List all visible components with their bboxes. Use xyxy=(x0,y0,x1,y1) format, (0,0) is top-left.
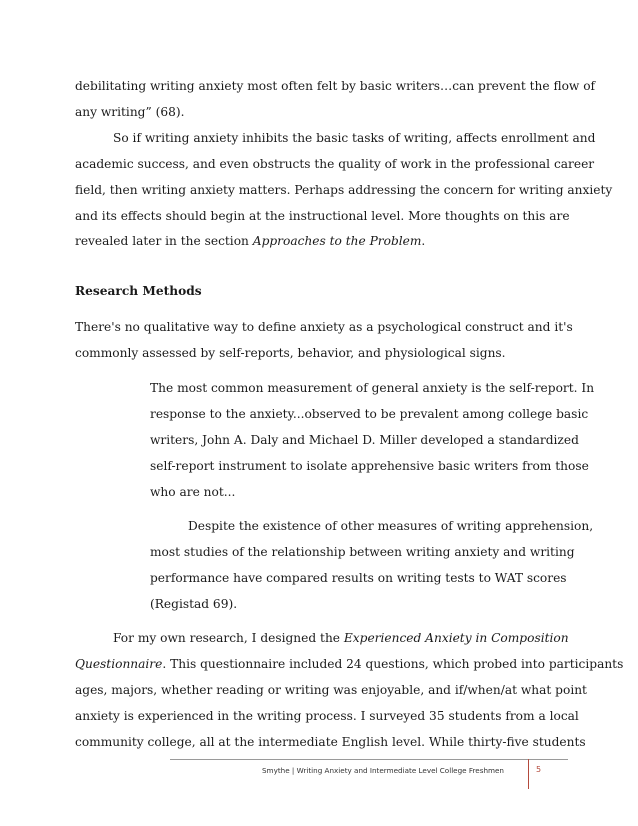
body-line: field, then writing anxiety matters. Perhaps addressing the concern for writing anxiety xyxy=(75,183,613,197)
questionnaire-title: Questionnaire xyxy=(75,657,163,671)
block-quote-line: The most common measurement of general anxiety is the self-report. In xyxy=(150,381,595,395)
footer-separator xyxy=(528,759,529,789)
block-quote-line: performance have compared results on writing tests to WAT scores xyxy=(150,571,567,585)
section-title-reference: Approaches to the Problem xyxy=(252,234,422,248)
footer-running-title: Smythe | Writing Anxiety and Intermediate Level College Freshmen xyxy=(262,766,504,775)
block-quote-line: most studies of the relationship between writing anxiety and writing xyxy=(150,545,575,559)
text-run: For my own research, I designed the xyxy=(113,631,344,645)
body-line: academic success, and even obstructs the quality of work in the professional career xyxy=(75,157,595,171)
section-heading: Research Methods xyxy=(75,284,202,298)
body-line: debilitating writing anxiety most often felt by basic writers…can prevent the flow of xyxy=(75,79,596,93)
body-line: community college, all at the intermediate English level. While thirty-five students xyxy=(75,735,586,749)
text-run: . This questionnaire included 24 questions, which probed into participants xyxy=(162,657,624,671)
body-line xyxy=(75,656,623,672)
page-number: 5 xyxy=(536,765,542,774)
body-line: anxiety is experienced in the writing process. I surveyed 35 students from a local xyxy=(75,709,579,723)
block-quote-line: self-report instrument to isolate apprehensive basic writers from those xyxy=(150,459,589,473)
block-quote-line: who are not... xyxy=(150,485,236,499)
body-line: ages, majors, whether reading or writing was enjoyable, and if/when/at what point xyxy=(75,683,587,697)
body-line: and its effects should begin at the instructional level. More thoughts on this are xyxy=(75,209,570,223)
block-quote-line: response to the anxiety...observed to be prevalent among college basic xyxy=(150,407,589,421)
body-line: There's no qualitative way to define anxiety as a psychological construct and it's xyxy=(75,320,573,334)
footer-rule xyxy=(170,759,568,760)
questionnaire-title: Experienced Anxiety in Composition xyxy=(343,631,569,645)
body-line: So if writing anxiety inhibits the basic tasks of writing, affects enrollment and xyxy=(113,131,596,145)
text-run: . xyxy=(421,234,426,248)
body-line xyxy=(113,630,569,646)
text-run: revealed later in the section xyxy=(75,234,253,248)
block-quote-line: Despite the existence of other measures of writing apprehension, xyxy=(188,519,594,533)
block-quote-line: (Registad 69). xyxy=(150,597,238,611)
body-line: any writing” (68). xyxy=(75,105,185,119)
body-line: commonly assessed by self-reports, behavior, and physiological signs. xyxy=(75,346,506,360)
block-quote-line: writers, John A. Daly and Michael D. Miller developed a standardized xyxy=(150,433,579,447)
body-line xyxy=(75,233,425,249)
